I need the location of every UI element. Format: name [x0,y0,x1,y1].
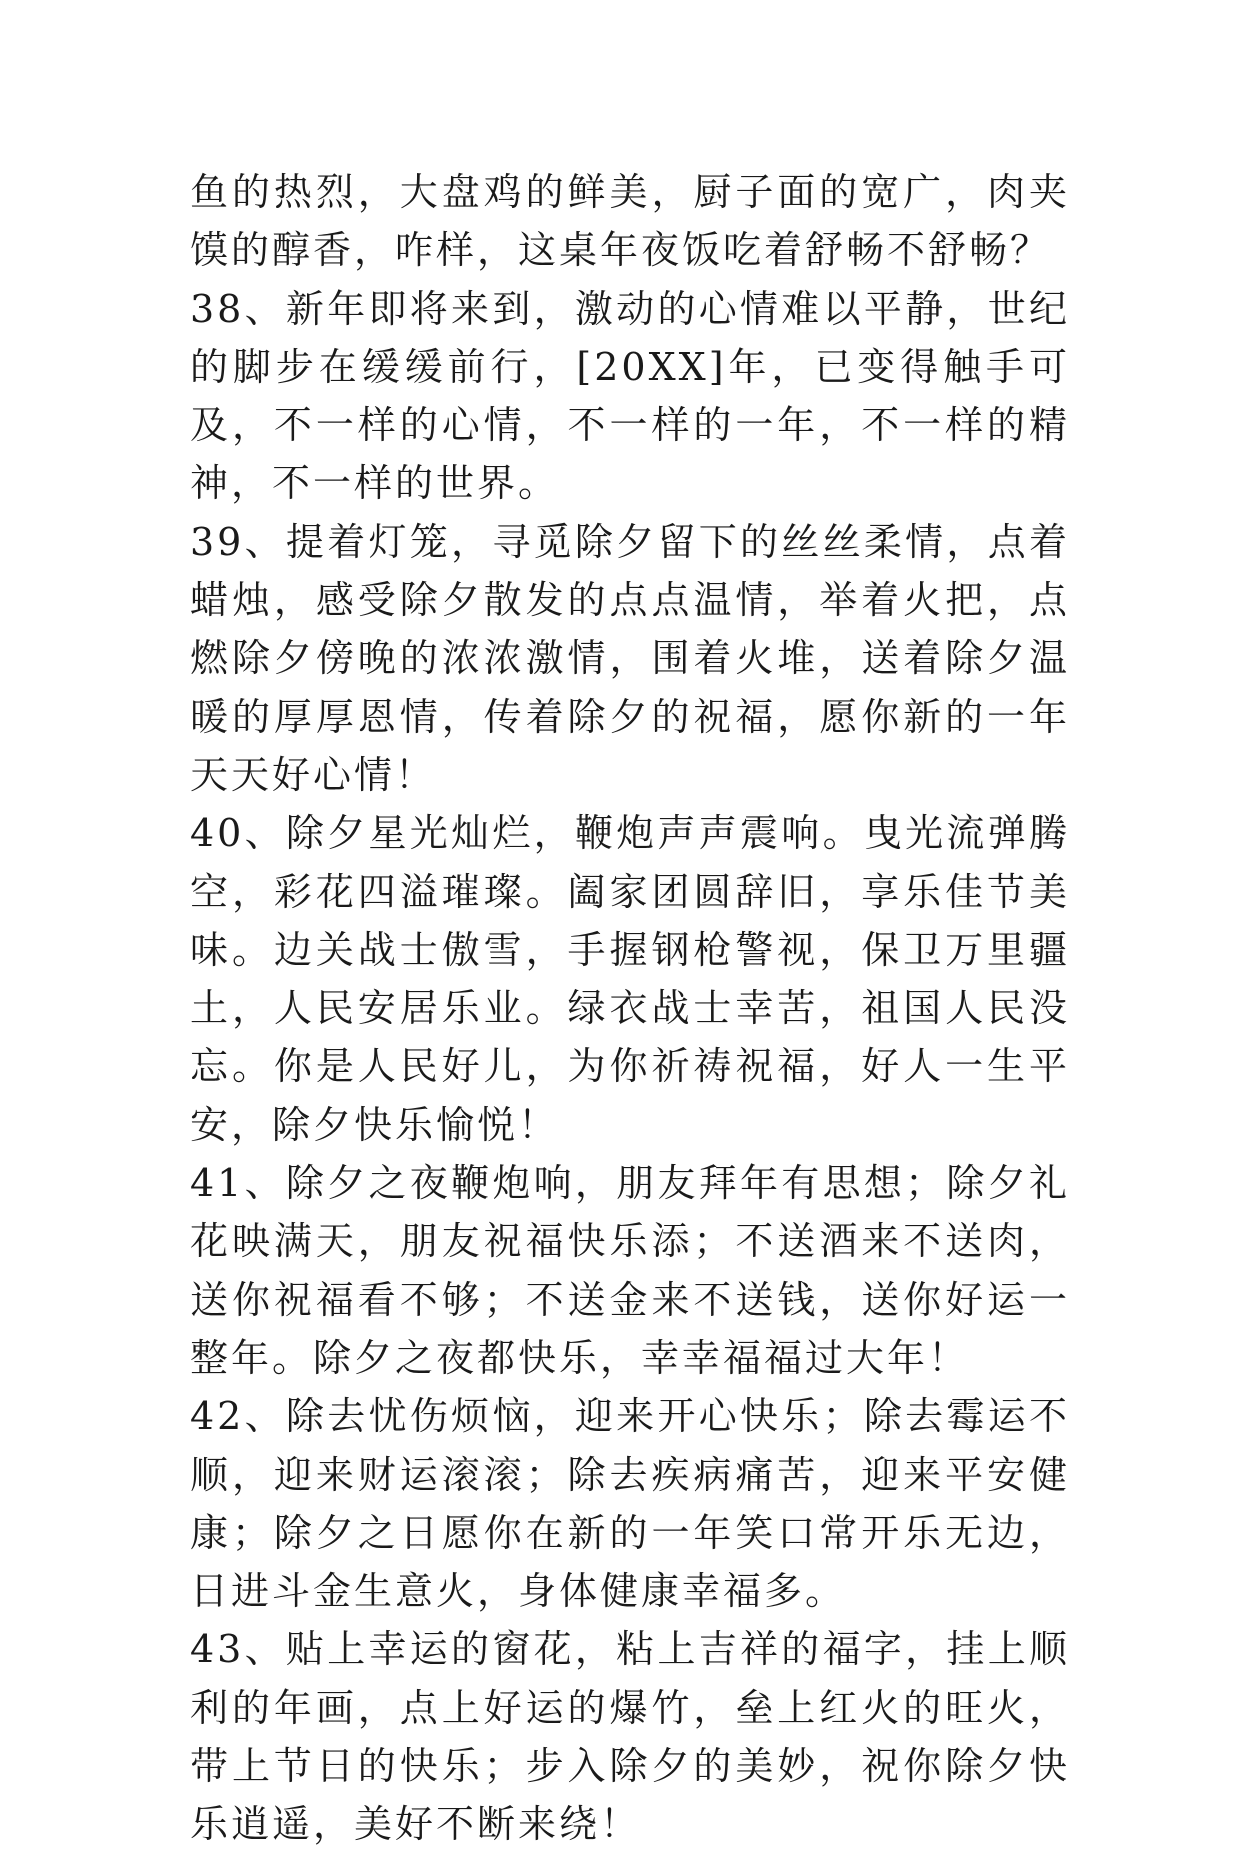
paragraph-40: 40、除夕星光灿烂，鞭炮声声震响。曳光流弹腾空，彩花四溢璀璨。阖家团圆辞旧，享乐佳节美味。边关战士傲雪，手握钢枪警视，保卫万里疆土，人民安居乐业。绿衣战士幸苦，祖国人民没忘。你是人民好儿，为你祈祷祝福，好人一生平安，除夕快乐愉悦！ [190,811,1070,1147]
paragraph-continuation: 鱼的热烈，大盘鸡的鲜美，厨子面的宽广，肉夹馍的醇香，咋样，这桌年夜饭吃着舒畅不舒畅？ [190,170,1070,273]
paragraph-38: 38、新年即将来到，激动的心情难以平静，世纪的脚步在缓缓前行，[20XX]年，已变得触手可及，不一样的心情，不一样的一年，不一样的精神，不一样的世界。 [190,286,1070,506]
paragraph-43: 43、贴上幸运的窗花，粘上吉祥的福字，挂上顺利的年画，点上好运的爆竹，垒上红火的旺火，带上节日的快乐；步入除夕的美妙，祝你除夕快乐逍遥，美好不断来绕！ [190,1627,1070,1847]
paragraph-39: 39、提着灯笼，寻觅除夕留下的丝丝柔情，点着蜡烛，感受除夕散发的点点温情，举着火把，点燃除夕傍晚的浓浓激情，围着火堆，送着除夕温暖的厚厚恩情，传着除夕的祝福，愿你新的一年天天好心情！ [190,519,1070,797]
document-body [190,163,1070,1854]
paragraph-41: 41、除夕之夜鞭炮响，朋友拜年有思想；除夕礼花映满天，朋友祝福快乐添；不送酒来不送肉，送你祝福看不够；不送金来不送钱，送你好运一整年。除夕之夜都快乐，幸幸福福过大年！ [190,1161,1070,1380]
paragraph-42: 42、除去忧伤烦恼，迎来开心快乐；除去霉运不顺，迎来财运滚滚；除去疾病痛苦，迎来平安健康；除夕之日愿你在新的一年笑口常开乐无边，日进斗金生意火，身体健康幸福多。 [190,1394,1070,1614]
